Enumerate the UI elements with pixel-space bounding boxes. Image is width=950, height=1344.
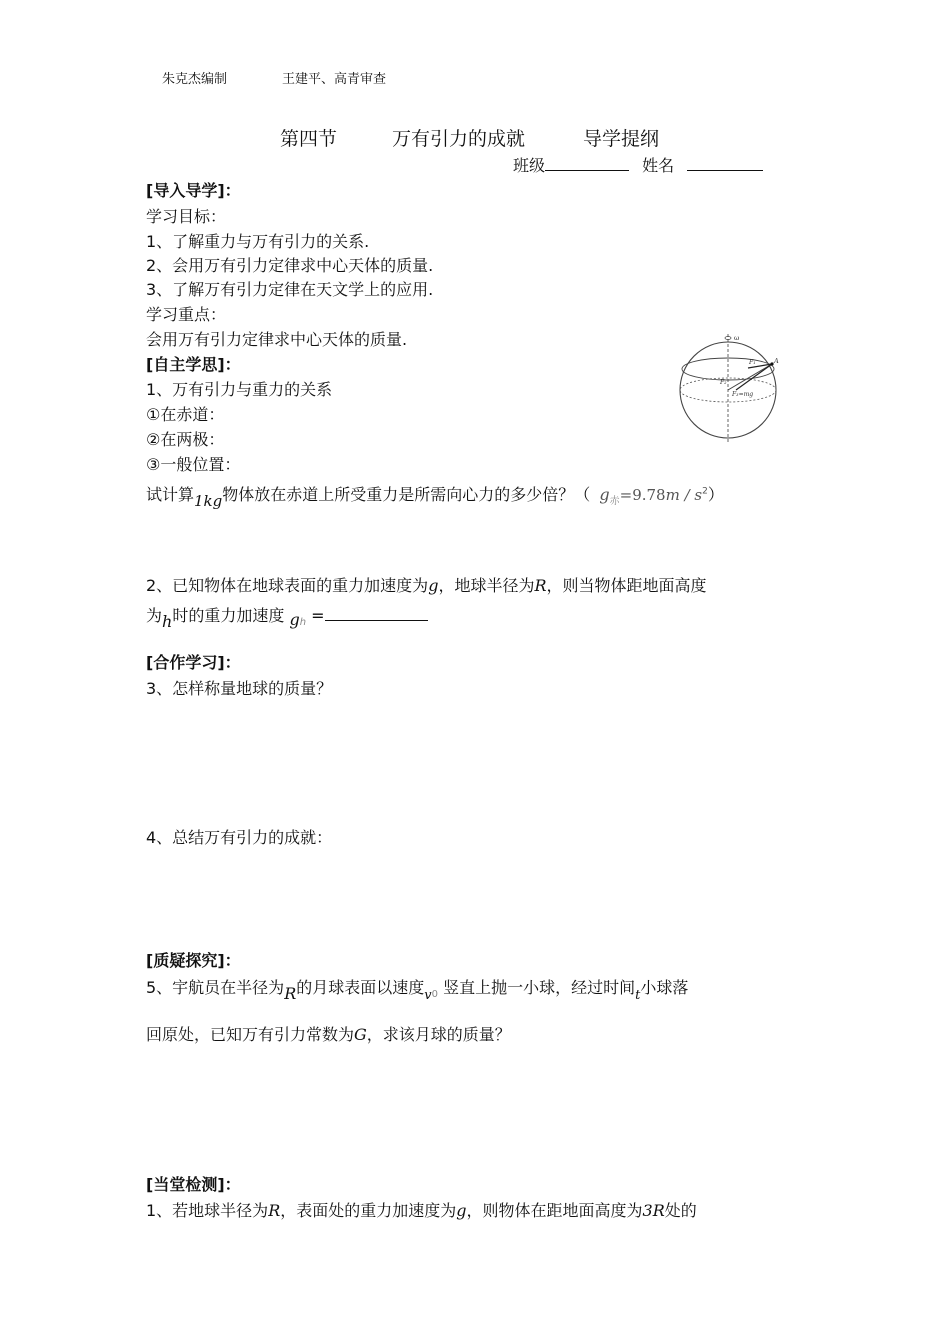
f1-label: F₁ xyxy=(749,359,756,366)
inquiry-heading: [质疑探究]： xyxy=(146,951,241,970)
self-study-heading: [自主学思]： xyxy=(146,355,241,374)
earth-diagram xyxy=(676,332,781,444)
name-label: 姓名 xyxy=(642,156,675,175)
name-blank[interactable] xyxy=(687,156,763,171)
f2-label: F₂ xyxy=(720,379,727,386)
question-2-line2: 为h时的重力加速度 $g_h$ = xyxy=(146,603,428,631)
check-heading: [当堂检测]： xyxy=(146,1175,241,1194)
editor-credit: 朱克杰编制 xyxy=(162,72,228,87)
title-topic: 万有引力的成就 xyxy=(392,128,526,150)
intro-heading: [导入导学]： xyxy=(146,181,241,200)
goal-item: 3、了解万有引力定律在天文学上的应用. xyxy=(146,280,434,299)
class-blank[interactable] xyxy=(545,156,629,171)
goal-item: 1、了解重力与万有引力的关系. xyxy=(146,232,370,251)
key-label: 学习重点： xyxy=(146,305,227,324)
student-info xyxy=(513,153,763,176)
check-question-1: 1、若地球半径为R，表面处的重力加速度为g，则物体在距地面高度为3R处的 xyxy=(146,1201,697,1220)
question-2-line1: 2、已知物体在地球表面的重力加速度为g，地球半径为R，则当物体距地面高度 xyxy=(146,576,707,595)
class-label: 班级 xyxy=(513,156,546,175)
coop-heading: [合作学习]： xyxy=(146,653,241,672)
key-point: 会用万有引力定律求中心天体的质量. xyxy=(146,330,408,349)
gh-answer-blank[interactable] xyxy=(325,606,428,621)
question-5-line2: 回原处，已知万有引力常数为G，求该月球的质量？ xyxy=(146,1025,511,1044)
f3-label: F₃=mg xyxy=(732,391,754,398)
question-1: 1、万有引力与重力的关系 xyxy=(146,380,333,399)
goals-label: 学习目标： xyxy=(146,207,227,226)
calc-question: 试计算1kg物体放在赤道上所受重力是所需向心力的多少倍？（ $g_赤=9.78m / s^2$） xyxy=(146,485,724,510)
mass-symbol: 1kg xyxy=(194,492,223,510)
goal-item: 2、会用万有引力定律求中心天体的质量. xyxy=(146,256,434,275)
question-5-line1: 5、宇航员在半径为R的月球表面以速度$_{v0}$ 竖直上抛一小球，经过时间$_t$小球落 xyxy=(146,978,689,1003)
reviewer-credit: 王建平、高青审查 xyxy=(282,72,387,87)
general-item: ③一般位置： xyxy=(146,455,241,474)
title-kind: 导学提纲 xyxy=(583,128,660,150)
title-section: 第四节 xyxy=(280,128,338,150)
omega-label: ω xyxy=(734,334,740,342)
poles-item: ②在两极： xyxy=(146,430,225,449)
g-equator-formula: $g_赤=9.78m / s^2$ xyxy=(599,485,708,507)
question-4: 4、总结万有引力的成就： xyxy=(146,828,333,847)
point-label: A xyxy=(774,357,779,365)
force-f3 xyxy=(736,364,772,390)
equator-item: ①在赤道： xyxy=(146,405,225,424)
question-3: 3、怎样称量地球的质量？ xyxy=(146,679,333,698)
